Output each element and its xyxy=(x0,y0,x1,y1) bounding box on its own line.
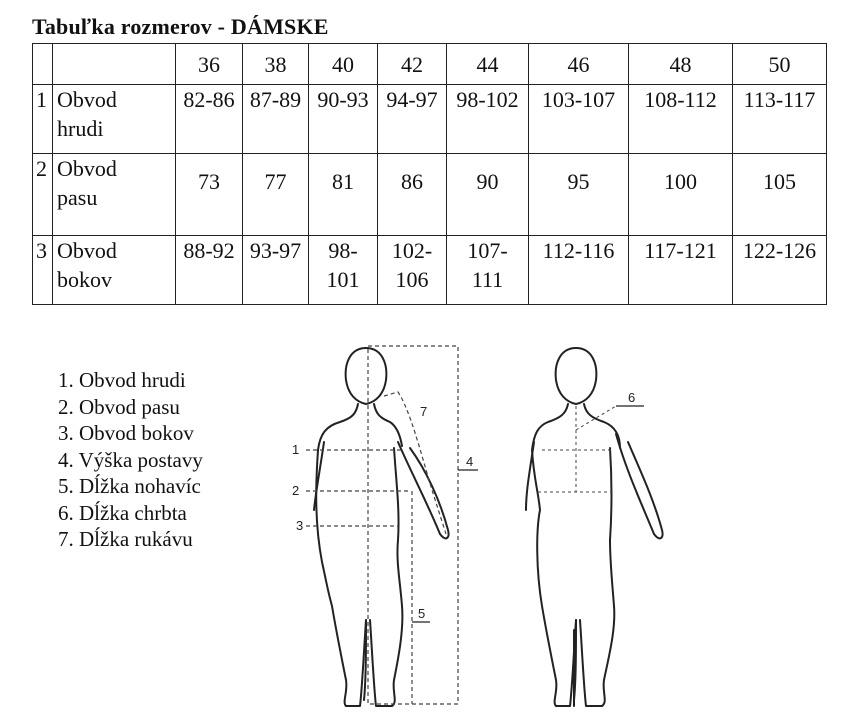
legend-item: 6. Dĺžka chrbta xyxy=(58,500,187,525)
size-header-cell: 50 xyxy=(733,44,827,85)
body-measurement-figure xyxy=(280,330,700,721)
measurement-value-cell xyxy=(309,236,378,305)
measurement-value-line: 105 xyxy=(763,169,796,194)
size-header-cell: 36 xyxy=(176,44,243,85)
table-row xyxy=(33,236,827,305)
measurement-value-line: 107- xyxy=(467,238,508,263)
measurement-value-line: 111 xyxy=(471,267,504,292)
figure-label-4: 4 xyxy=(466,454,474,469)
size-header-row xyxy=(33,44,827,85)
measurement-value-line: 82-86 xyxy=(183,87,235,112)
measurement-name-cell xyxy=(53,85,176,154)
measurement-value-line: 106 xyxy=(395,267,429,292)
measurement-name-line: hrudi xyxy=(57,116,104,141)
measurement-value-line: 87-89 xyxy=(249,87,302,112)
measurement-name-line: pasu xyxy=(57,185,98,210)
size-header-cell: 44 xyxy=(447,44,529,85)
measurement-value-cell xyxy=(243,85,309,154)
figure-label-1: 1 xyxy=(292,442,300,457)
measurement-name-line: bokov xyxy=(57,267,112,292)
measurement-value-cell xyxy=(629,85,733,154)
measurement-value-line: 113-117 xyxy=(743,87,816,112)
measurement-value-cell xyxy=(176,236,243,305)
figure-label-2: 2 xyxy=(292,483,300,498)
measurement-name-cell xyxy=(53,236,176,305)
legend-item: 7. Dĺžka rukávu xyxy=(58,527,193,551)
measurement-value-line: 90 xyxy=(476,169,499,194)
measurement-value-line: 88-92 xyxy=(183,238,235,263)
measurement-value-cell xyxy=(378,236,447,305)
row-number-cell: 1 xyxy=(33,85,53,154)
legend-item: 3. Obvod bokov xyxy=(58,421,194,445)
measurement-value-line: 102- xyxy=(391,238,433,263)
header-num-cell xyxy=(33,44,53,85)
measurement-name-cell xyxy=(53,154,176,236)
measurement-value-line: 73 xyxy=(198,169,220,194)
measurement-value-cell xyxy=(629,236,733,305)
measurement-value-cell xyxy=(733,85,827,154)
back-measure-lines xyxy=(538,406,616,492)
sleeve-line xyxy=(384,392,446,534)
size-table xyxy=(32,43,827,305)
measurement-value-line: 98-102 xyxy=(456,87,519,112)
measurement-value-cell xyxy=(529,154,629,236)
measurement-value-line: 122-126 xyxy=(742,238,817,263)
measurement-value-cell xyxy=(243,154,309,236)
measurement-value-line: 81 xyxy=(332,169,354,194)
measurement-legend xyxy=(58,367,203,553)
measurement-value-line: 93-97 xyxy=(249,238,302,263)
figure-label-5: 5 xyxy=(418,606,426,621)
measurement-value-line: 117-121 xyxy=(644,238,717,263)
figure-drawing xyxy=(280,330,700,721)
measurement-value-line: 94-97 xyxy=(386,87,438,112)
figure-label-6: 6 xyxy=(628,390,636,405)
height-bracket xyxy=(368,346,458,704)
measurement-value-cell xyxy=(243,236,309,305)
measurement-value-cell xyxy=(733,154,827,236)
measurement-value-cell xyxy=(176,154,243,236)
measurement-value-line: 98- xyxy=(328,238,358,263)
measurement-value-cell xyxy=(529,85,629,154)
measurement-value-cell xyxy=(309,154,378,236)
measurement-value-line: 86 xyxy=(401,169,423,194)
measurement-value-cell xyxy=(447,85,529,154)
measurement-value-cell xyxy=(447,236,529,305)
front-figure xyxy=(314,348,449,706)
legend-item: 5. Dĺžka nohavíc xyxy=(58,474,201,498)
measurement-value-line: 90-93 xyxy=(317,87,369,112)
measurement-name-line: Obvod xyxy=(57,87,117,112)
row-number-cell: 3 xyxy=(33,236,53,305)
table-row xyxy=(33,154,827,236)
size-header-cell: 42 xyxy=(378,44,447,85)
size-header-cell: 38 xyxy=(243,44,309,85)
measurement-value-line: 100 xyxy=(664,169,697,194)
measurement-value-cell xyxy=(629,154,733,236)
measurement-value-cell xyxy=(176,85,243,154)
measurement-value-cell xyxy=(309,85,378,154)
size-header-cell: 40 xyxy=(309,44,378,85)
measurement-value-cell xyxy=(447,154,529,236)
table-row xyxy=(33,85,827,154)
figure-label-3: 3 xyxy=(296,518,304,533)
legend-item: 4. Výška postavy xyxy=(58,447,203,472)
measurement-name-line: Obvod xyxy=(57,156,117,181)
measurement-value-cell xyxy=(529,236,629,305)
measurement-name-line: Obvod xyxy=(57,238,117,263)
measurement-value-cell xyxy=(378,154,447,236)
page-title: Tabuľka rozmerov - DÁMSKE xyxy=(32,14,329,39)
measurement-value-line: 95 xyxy=(567,169,590,194)
measurement-value-line: 108-112 xyxy=(644,87,717,112)
back-figure xyxy=(526,348,663,706)
figure-label-7: 7 xyxy=(420,404,428,419)
measurement-value-line: 112-116 xyxy=(542,238,615,263)
measurement-value-line: 103-107 xyxy=(541,87,616,112)
measurement-value-cell xyxy=(733,236,827,305)
legend-item: 2. Obvod pasu xyxy=(58,394,180,419)
legend-item: 1. Obvod hrudi xyxy=(58,368,186,392)
measurement-value-line: 77 xyxy=(264,169,287,194)
header-name-cell xyxy=(53,44,176,85)
measurement-value-line: 101 xyxy=(326,267,360,292)
measurement-value-cell xyxy=(378,85,447,154)
size-header-cell: 46 xyxy=(529,44,629,85)
size-header-cell: 48 xyxy=(629,44,733,85)
row-number-cell: 2 xyxy=(33,154,53,236)
